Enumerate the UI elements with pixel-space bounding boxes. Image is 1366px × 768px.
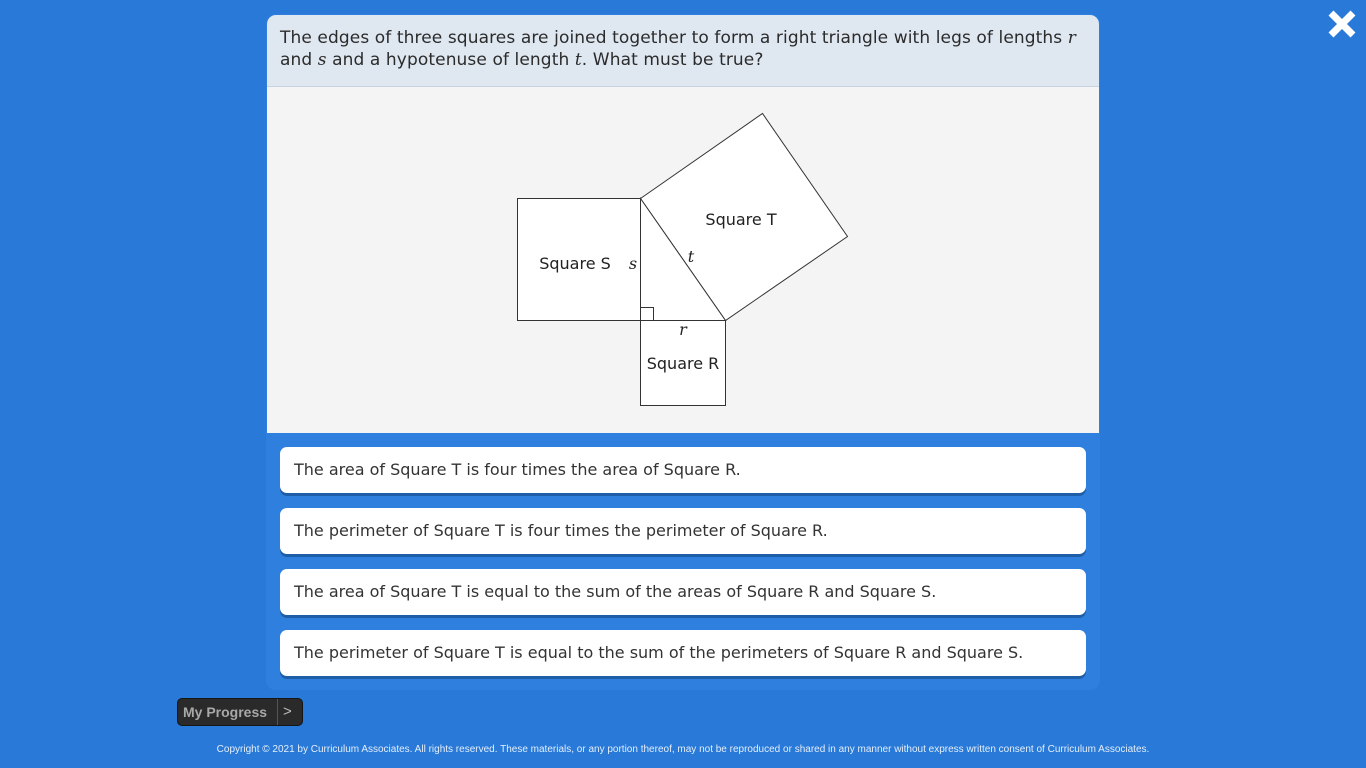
question-segment: The edges of three squares are joined together to form a right triangle with legs of lengths bbox=[280, 28, 1068, 48]
question-segment: and bbox=[280, 50, 318, 70]
square-r-label: Square R bbox=[646, 354, 720, 373]
close-x-icon bbox=[1324, 6, 1360, 42]
my-progress-button[interactable] bbox=[177, 698, 303, 726]
square-s-label: Square S bbox=[539, 254, 611, 273]
answer-choice-a[interactable] bbox=[280, 447, 1086, 493]
my-progress-label: My Progress bbox=[183, 704, 268, 720]
copyright-text: Copyright © 2021 by Curriculum Associates. All rights reserved. These materials, or any portion thereof, may not be reproduced or shared in any manner without express written consent of Curriculum Associates. bbox=[216, 744, 1150, 755]
question-text bbox=[280, 27, 1088, 71]
side-s-label: s bbox=[628, 254, 638, 273]
question-variable: t bbox=[574, 50, 582, 70]
pythagorean-squares-diagram bbox=[267, 87, 1099, 433]
chevron-right-icon: > bbox=[283, 703, 292, 720]
question-card bbox=[266, 14, 1100, 690]
answer-choice-text: The perimeter of Square T is four times the perimeter of Square R. bbox=[294, 521, 828, 540]
question-segment: . What must be true? bbox=[581, 50, 764, 70]
question-segment: and a hypotenuse of length bbox=[326, 50, 575, 70]
answer-choice-b[interactable] bbox=[280, 508, 1086, 554]
question-variable: r bbox=[1067, 28, 1077, 48]
close-button[interactable] bbox=[1324, 6, 1360, 42]
side-r-label: r bbox=[679, 320, 687, 339]
answer-choice-d[interactable] bbox=[280, 630, 1086, 676]
question-variable: s bbox=[317, 50, 327, 70]
answer-choice-text: The area of Square T is equal to the sum of the areas of Square R and Square S. bbox=[294, 582, 937, 601]
progress-divider bbox=[277, 699, 278, 725]
answer-choice-c[interactable] bbox=[280, 569, 1086, 615]
square-t-label: Square T bbox=[705, 210, 777, 229]
figure-area bbox=[267, 87, 1099, 433]
answer-choice-text: The area of Square T is four times the area of Square R. bbox=[294, 460, 741, 479]
question-header bbox=[267, 15, 1099, 87]
answer-choice-text: The perimeter of Square T is equal to the sum of the perimeters of Square R and Square S. bbox=[294, 643, 1024, 662]
side-t-label: t bbox=[687, 247, 695, 266]
